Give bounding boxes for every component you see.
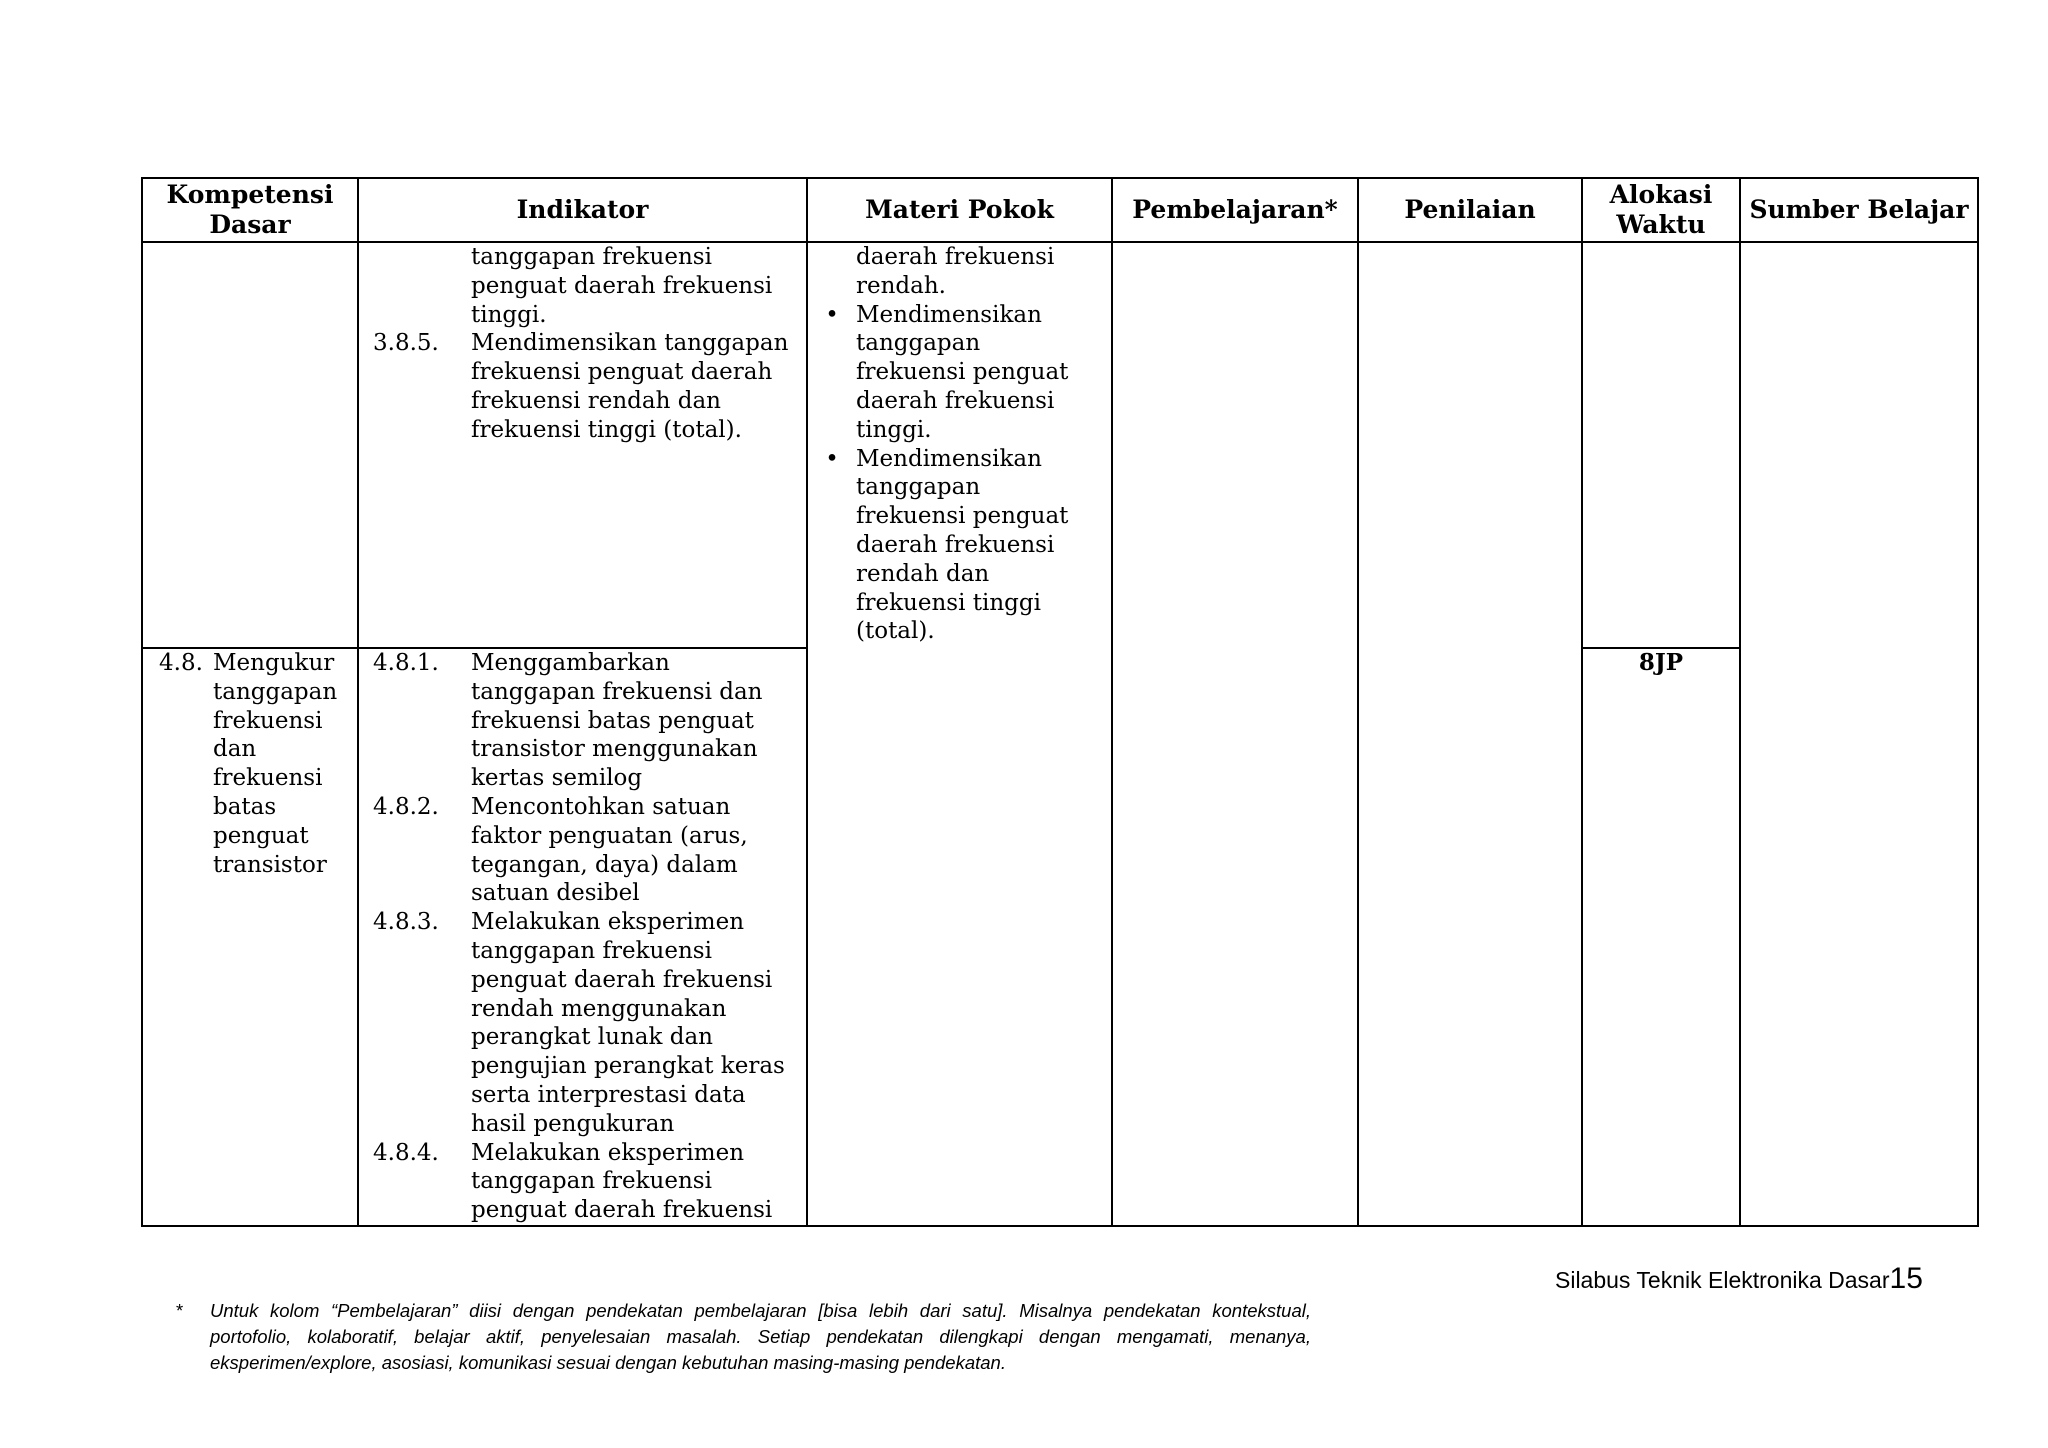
footnote-text: Untuk kolom “Pembelajaran” diisi dengan pendekatan pembelajaran [bisa lebih dari satu]. Misalnya pendekatan kontekstual, portofolio, kolaboratif, belajar aktif, penyelesaian masalah. Setiap pendekatan dilengkapi dengan mengamati, menanya, eksperimen/explore, asosiasi, komunikasi sesuai dengan kebutuhan masing-masing pendekatan.	[210, 1300, 1311, 1373]
kd-cell-4	[142, 648, 358, 1226]
header-materi-pokok: Materi Pokok	[807, 178, 1112, 242]
kd-text: Mengukur tanggapan frekuensi dan frekuensi batas penguat transistor	[213, 650, 338, 878]
header-alokasi-waktu: Alokasi Waktu	[1582, 178, 1740, 242]
indikator-cell-3	[358, 242, 807, 648]
materi-pokok-cell	[807, 242, 1112, 1226]
indicator-text: Mencontohkan satuan faktor penguatan (arus, tegangan, daya) dalam satuan desibel	[471, 793, 748, 907]
indicator-text: Mendimensikan tanggapan frekuensi penguat daerah frekuensi rendah dan frekuensi tinggi (total).	[471, 330, 789, 443]
indicator-number: 4.8.4.	[373, 1139, 439, 1166]
list-item	[808, 301, 1111, 445]
header-sumber-belajar: Sumber Belajar	[1740, 178, 1978, 242]
indicator-number: 3.8.5.	[373, 330, 439, 357]
table-row	[142, 242, 1978, 648]
syllabus-table	[141, 177, 1979, 1227]
penilaian-cell	[1358, 242, 1582, 1226]
header-kompetensi-dasar: Kompetensi Dasar	[142, 178, 358, 242]
page-footer	[1555, 1262, 1923, 1296]
sumber-belajar-cell	[1740, 242, 1978, 1226]
table-header-row	[142, 178, 1978, 242]
indicator-item	[359, 649, 806, 793]
bullet-icon: •	[825, 301, 839, 328]
indicator-text: Melakukan eksperimen tanggapan frekuensi penguat daerah frekuensi rendah menggunakan perangkat lunak dan pengujian perangkat keras serta interprestasi data hasil pengukuran	[471, 909, 785, 1137]
materi-item-text: Mendimensikan tanggapan frekuensi penguat daerah frekuensi rendah dan frekuensi tinggi (total).	[856, 445, 1069, 645]
materi-list	[808, 301, 1111, 647]
indikator-cell-4	[358, 648, 807, 1226]
footer-title: Silabus Teknik Elektronika Dasar	[1555, 1267, 1890, 1293]
indicator-item	[359, 1139, 806, 1225]
footnote	[176, 1298, 1311, 1376]
alokasi-waktu-cell-3	[1582, 242, 1740, 648]
alokasi-waktu-value: 8JP	[1638, 649, 1684, 676]
materi-continued-text: daerah frekuensi rendah.	[856, 244, 1055, 299]
list-item	[808, 445, 1111, 647]
indicator-item	[359, 908, 806, 1138]
indicator-item	[359, 793, 806, 908]
indicator-number: 4.8.3.	[373, 909, 439, 936]
indicator-text: Melakukan eksperimen tanggapan frekuensi penguat daerah frekuensi	[471, 1139, 773, 1224]
header-pembelajaran: Pembelajaran*	[1112, 178, 1358, 242]
indicator-number: 4.8.1.	[373, 650, 439, 676]
header-indikator: Indikator	[358, 178, 807, 242]
kd-cell-continued	[142, 242, 358, 648]
indicator-number: 4.8.2.	[373, 793, 439, 820]
materi-item-text: Mendimensikan tanggapan frekuensi penguat daerah frekuensi tinggi.	[856, 301, 1069, 443]
bullet-icon: •	[825, 445, 839, 472]
page-number: 15	[1889, 1262, 1923, 1295]
indicator-continued-text: tanggapan frekuensi penguat daerah frekuensi tinggi.	[471, 244, 773, 328]
pembelajaran-cell	[1112, 242, 1358, 1226]
indicator-item	[359, 329, 806, 444]
kd-number: 4.8.	[159, 650, 203, 676]
header-penilaian: Penilaian	[1358, 178, 1582, 242]
footnote-marker: *	[176, 1300, 184, 1321]
kd-item	[143, 649, 357, 879]
alokasi-waktu-cell-4	[1582, 648, 1740, 1226]
indicator-text: Menggambarkan tanggapan frekuensi dan frekuensi batas penguat transistor menggunakan kertas semilog	[471, 650, 763, 792]
